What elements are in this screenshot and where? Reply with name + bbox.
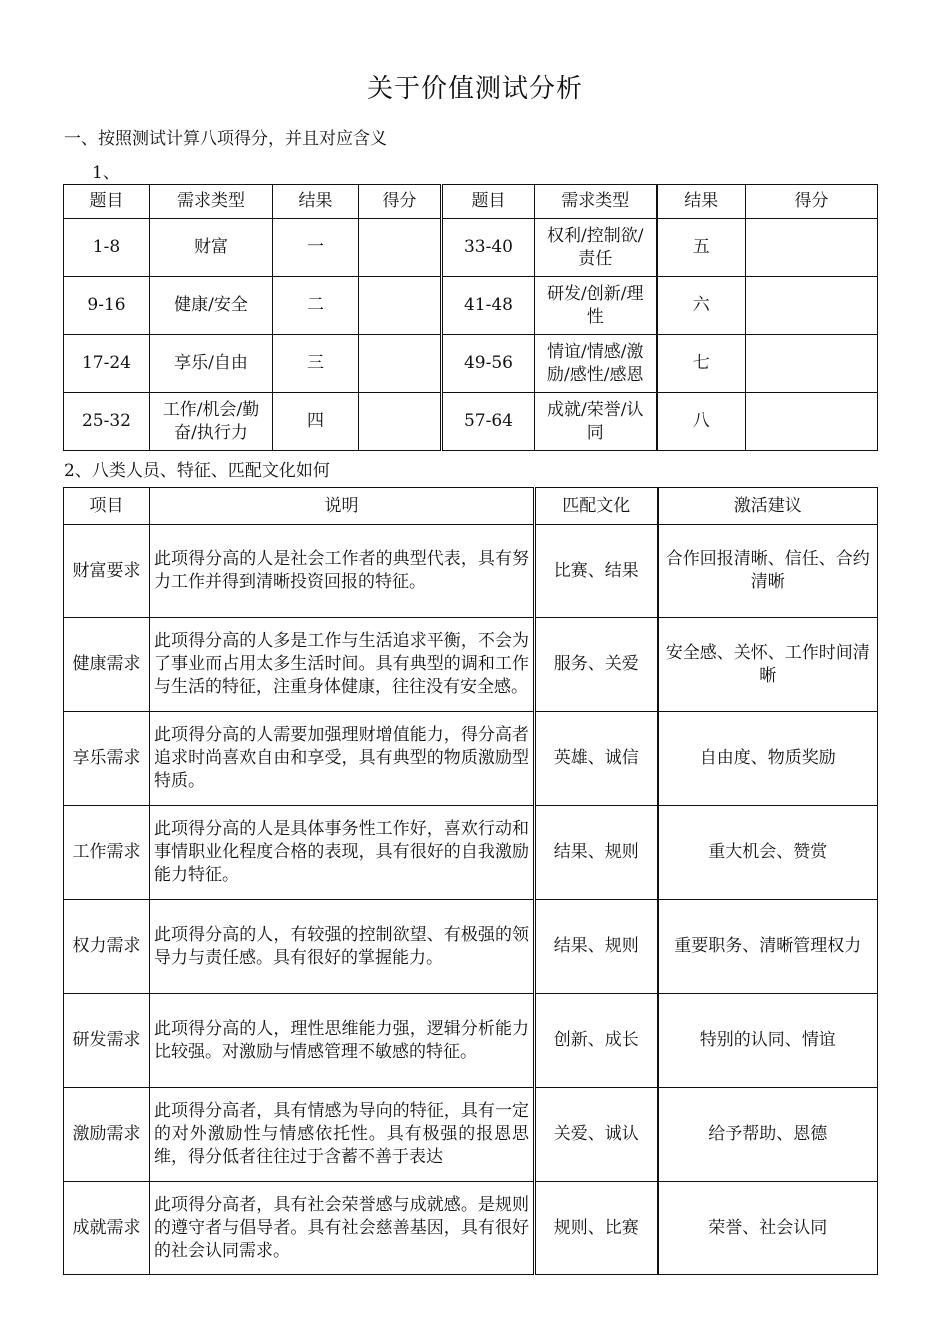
header-cell: 匹配文化 xyxy=(535,488,658,525)
matching-culture: 比赛、结果 xyxy=(535,525,658,618)
header-cell: 结果 xyxy=(657,185,746,219)
question-range: 17-24 xyxy=(64,335,150,393)
need-type: 成就/荣誉/认同 xyxy=(535,393,657,451)
need-type: 工作/机会/勤奋/执行力 xyxy=(150,393,273,451)
activation-advice: 重要职务、清晰管理权力 xyxy=(658,900,878,994)
needs-table-header xyxy=(64,488,878,525)
header-cell: 结果 xyxy=(273,185,359,219)
activation-advice: 特别的认同、情谊 xyxy=(658,994,878,1088)
question-range: 41-48 xyxy=(442,277,535,335)
score-cell xyxy=(359,277,442,335)
result: 六 xyxy=(657,277,746,335)
question-range: 25-32 xyxy=(64,393,150,451)
table-row xyxy=(64,525,878,618)
header-cell: 项目 xyxy=(64,488,150,525)
question-range: 49-56 xyxy=(442,335,535,393)
result: 五 xyxy=(657,219,746,277)
need-description: 此项得分高的人需要加强理财增值能力，得分高者追求时尚喜欢自由和享受，具有典型的物质激励型特质。 xyxy=(150,712,535,806)
table-row xyxy=(64,219,878,277)
table-row xyxy=(64,335,878,393)
activation-advice: 安全感、关怀、工作时间清晰 xyxy=(658,618,878,712)
need-name: 成就需求 xyxy=(64,1182,150,1275)
header-cell: 需求类型 xyxy=(535,185,657,219)
need-type: 财富 xyxy=(150,219,273,277)
table-row xyxy=(64,806,878,900)
header-cell: 题目 xyxy=(442,185,535,219)
matching-culture: 创新、成长 xyxy=(535,994,658,1088)
need-description: 此项得分高的人，理性思维能力强，逻辑分析能力比较强。对激励与情感管理不敏感的特征。 xyxy=(150,994,535,1088)
need-description: 此项得分高的人是具体事务性工作好，喜欢行动和事情职业化程度合格的表现，具有很好的自我激励能力特征。 xyxy=(150,806,535,900)
activation-advice: 给予帮助、恩德 xyxy=(658,1088,878,1182)
section-1-heading: 一、按照测试计算八项得分，并且对应含义 xyxy=(64,129,387,149)
score-cell xyxy=(746,219,878,277)
question-range: 33-40 xyxy=(442,219,535,277)
need-name: 研发需求 xyxy=(64,994,150,1088)
table-row xyxy=(64,1182,878,1275)
score-cell xyxy=(359,335,442,393)
need-name: 享乐需求 xyxy=(64,712,150,806)
result: 三 xyxy=(273,335,359,393)
score-cell xyxy=(359,219,442,277)
needs-table xyxy=(63,487,878,1275)
need-name: 权力需求 xyxy=(64,900,150,994)
score-table-header xyxy=(64,185,878,219)
header-cell: 激活建议 xyxy=(658,488,878,525)
need-description: 此项得分高的人，有较强的控制欲望、有极强的领导力与责任感。具有很好的掌握能力。 xyxy=(150,900,535,994)
table-row xyxy=(64,1088,878,1182)
need-name: 工作需求 xyxy=(64,806,150,900)
need-name: 健康需求 xyxy=(64,618,150,712)
need-type: 研发/创新/理性 xyxy=(535,277,657,335)
matching-culture: 结果、规则 xyxy=(535,806,658,900)
header-cell: 得分 xyxy=(746,185,878,219)
need-description: 此项得分高的人是社会工作者的典型代表，具有努力工作并得到清晰投资回报的特征。 xyxy=(150,525,535,618)
table-row xyxy=(64,712,878,806)
page-title: 关于价值测试分析 xyxy=(366,74,583,104)
header-cell: 题目 xyxy=(64,185,150,219)
matching-culture: 规则、比赛 xyxy=(535,1182,658,1275)
matching-culture: 英雄、诚信 xyxy=(535,712,658,806)
need-description: 此项得分高者，具有情感为导向的特征，具有一定的对外激励性与情感依托性。具有极强的报恩思维，得分低者往往过于含蓄不善于表达 xyxy=(150,1088,535,1182)
result: 一 xyxy=(273,219,359,277)
need-description: 此项得分高的人多是工作与生活追求平衡，不会为了事业而占用太多生活时间。具有典型的调和工作与生活的特征，注重身体健康，往往没有安全感。 xyxy=(150,618,535,712)
matching-culture: 关爱、诚认 xyxy=(535,1088,658,1182)
header-cell: 得分 xyxy=(359,185,442,219)
need-type: 权利/控制欲/责任 xyxy=(535,219,657,277)
score-cell xyxy=(359,393,442,451)
table-row xyxy=(64,900,878,994)
result: 七 xyxy=(657,335,746,393)
activation-advice: 合作回报清晰、信任、合约清晰 xyxy=(658,525,878,618)
need-type: 健康/安全 xyxy=(150,277,273,335)
question-range: 9-16 xyxy=(64,277,150,335)
header-cell: 需求类型 xyxy=(150,185,273,219)
score-cell xyxy=(746,277,878,335)
activation-advice: 荣誉、社会认同 xyxy=(658,1182,878,1275)
score-cell xyxy=(746,335,878,393)
need-name: 财富要求 xyxy=(64,525,150,618)
matching-culture: 服务、关爱 xyxy=(535,618,658,712)
activation-advice: 重大机会、赞赏 xyxy=(658,806,878,900)
header-cell: 说明 xyxy=(150,488,535,525)
section-1-subheading: 1、 xyxy=(92,163,120,183)
need-name: 激励需求 xyxy=(64,1088,150,1182)
question-range: 1-8 xyxy=(64,219,150,277)
result: 四 xyxy=(273,393,359,451)
result: 八 xyxy=(657,393,746,451)
need-type: 享乐/自由 xyxy=(150,335,273,393)
question-range: 57-64 xyxy=(442,393,535,451)
table-row xyxy=(64,994,878,1088)
score-cell xyxy=(746,393,878,451)
activation-advice: 自由度、物质奖励 xyxy=(658,712,878,806)
table-row xyxy=(64,393,878,451)
result: 二 xyxy=(273,277,359,335)
score-table xyxy=(63,184,878,451)
need-description: 此项得分高者，具有社会荣誉感与成就感。是规则的遵守者与倡导者。具有社会慈善基因，具有很好的社会认同需求。 xyxy=(150,1182,535,1275)
matching-culture: 结果、规则 xyxy=(535,900,658,994)
table-row xyxy=(64,618,878,712)
section-2-heading: 2、八类人员、特征、匹配文化如何 xyxy=(64,461,330,481)
need-type: 情谊/情感/激励/感性/感恩 xyxy=(535,335,657,393)
table-row xyxy=(64,277,878,335)
